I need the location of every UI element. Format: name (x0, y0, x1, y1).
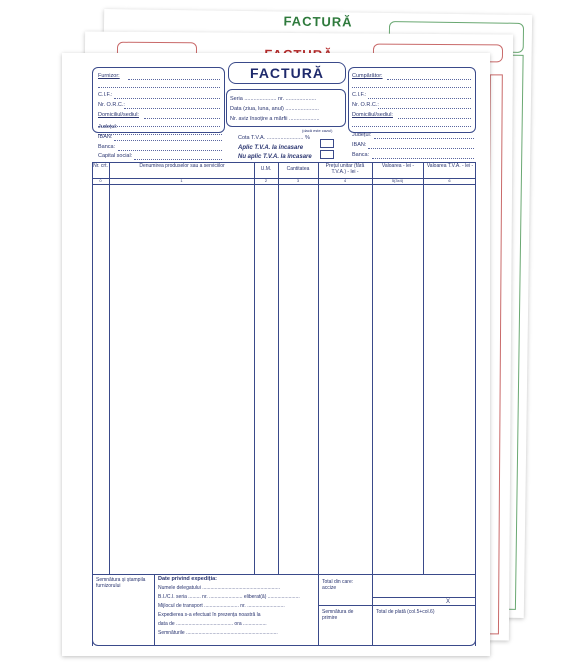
items-table-index-divider (92, 184, 476, 185)
column-divider-5 (372, 162, 373, 574)
shipment-presence: Expedierea s-a efectuat în prezența noastră la (158, 612, 261, 618)
buyer-iban-label: IBAN: (352, 142, 367, 148)
supplier-orc-field[interactable] (124, 108, 220, 109)
index-4: 4 (343, 178, 347, 183)
header-pret-unitar: Prețul unitar (fără T.V.A.) - lei - (325, 163, 365, 175)
header-nr-crt: Nr. crt. (93, 163, 108, 169)
footer-divider-1 (154, 574, 155, 646)
buyer-judet-label: Județul: (352, 132, 372, 138)
footer-divider-3 (372, 574, 373, 646)
invoice-title: FACTURĂ (228, 62, 346, 84)
buyer-label: Cumpărător: (352, 73, 383, 79)
footer-total-divider (318, 605, 476, 606)
supplier-address-field[interactable] (144, 118, 220, 119)
footer-divider-2 (318, 574, 319, 646)
supplier-banca-label: Banca: (98, 144, 116, 150)
index-2: 2 (264, 178, 268, 183)
buyer-name-field-2[interactable] (352, 87, 471, 88)
header-valoarea: Valoarea - lei - (381, 163, 415, 169)
index-6: 6 (448, 178, 451, 183)
column-divider-4 (318, 162, 319, 574)
transport-means[interactable]: Mijlocul de transport ......................... nr. ........................... (158, 603, 285, 609)
delegate-name[interactable]: Numele delegatului ........................................................ (158, 585, 280, 591)
back-copy-green-title: FACTURĂ (283, 13, 353, 30)
buyer-address-label: Domiciliul/sediul: (352, 112, 393, 118)
header-um: U.M. (260, 166, 272, 172)
index-5: 5(3x4) (391, 178, 404, 183)
header-cantitatea: Cantitatea (286, 166, 310, 172)
delivery-note-number[interactable]: Nr. aviz însoțire a mărfii .................... (230, 116, 320, 122)
buyer-iban-field[interactable] (368, 148, 474, 149)
shipment-date-time[interactable]: data de ......................................... ora ................. (158, 621, 267, 627)
series-number[interactable]: Seria ..................... nr. .................... (230, 96, 317, 102)
delivery-note-hint: (dacă este cazul) (302, 128, 333, 133)
column-divider-2 (254, 162, 255, 574)
vat-on-collection-checkbox[interactable] (320, 139, 334, 148)
buyer-address-field-2[interactable] (352, 126, 471, 127)
invoice-front-sheet (62, 53, 490, 656)
no-vat-on-collection-label: Nu aplic T.V.A. la încasare (238, 154, 312, 160)
index-1: 1 (180, 178, 183, 183)
column-divider-1 (109, 162, 110, 574)
supplier-orc-label: Nr. O.R.C.: (98, 102, 125, 108)
supplier-iban-field[interactable] (114, 140, 222, 141)
buyer-orc-field[interactable] (378, 108, 471, 109)
supplier-cif-label: C.I.F.: (98, 92, 113, 98)
buyer-address-field[interactable] (398, 118, 471, 119)
supplier-banca-field[interactable] (118, 150, 222, 151)
buyer-banca-label: Banca: (352, 152, 370, 158)
buyer-orc-label: Nr. O.R.C.: (352, 102, 379, 108)
header-denumire: Denumirea produselor sau a serviciilor (139, 163, 225, 169)
total-payment-label: Total de plată (col.5+col.6) (376, 609, 435, 615)
footer-accize-divider (372, 597, 476, 598)
supplier-name-field-2[interactable] (98, 87, 220, 88)
buyer-judet-field[interactable] (374, 138, 474, 139)
supplier-cif-field[interactable] (114, 98, 220, 99)
index-3: 3 (296, 178, 300, 183)
invoice-date[interactable]: Data (ziua, luna, anul) ...................... (230, 106, 319, 112)
shipment-data-title: Date privind expediția: (158, 576, 217, 582)
supplier-capital-label: Capital social: (98, 153, 133, 159)
total-excise-label: Total din care: accize (322, 579, 354, 591)
column-divider-3 (278, 162, 279, 574)
supplier-signature-label: Semnătura și ștampila furnizorului (96, 577, 146, 589)
supplier-address-label: Domiciliul/sediul: (98, 112, 139, 118)
supplier-label: Furnizor: (98, 73, 120, 79)
buyer-name-field[interactable] (387, 79, 471, 80)
vat-rate[interactable]: Cota T.V.A. ........................ % (238, 135, 310, 141)
x-mark: X (446, 599, 451, 605)
receipt-signature-label: Semnătura de primire (322, 609, 354, 621)
supplier-name-field[interactable] (128, 79, 220, 80)
vat-on-collection-label: Aplic T.V.A. la încasare (238, 145, 304, 151)
buyer-banca-field[interactable] (372, 158, 474, 159)
buyer-cif-label: C.I.F.: (352, 92, 367, 98)
supplier-judet-label: Județul: (98, 124, 118, 130)
id-document[interactable]: B.I./C.I. seria ......... nr. ........................ eliberat(ă) ....................... (158, 594, 300, 600)
no-vat-on-collection-checkbox[interactable] (320, 150, 334, 159)
supplier-iban-label: IBAN: (98, 134, 113, 140)
supplier-capital-field[interactable] (134, 159, 222, 160)
supplier-judet-field[interactable] (98, 134, 222, 135)
signatures[interactable]: Semnăturile .................................................................. (158, 630, 278, 636)
index-0: 0 (99, 178, 102, 183)
column-divider-6 (423, 162, 424, 574)
header-valoarea-tva: Valoarea T.V.A. - lei - (426, 163, 474, 169)
buyer-cif-field[interactable] (368, 98, 471, 99)
